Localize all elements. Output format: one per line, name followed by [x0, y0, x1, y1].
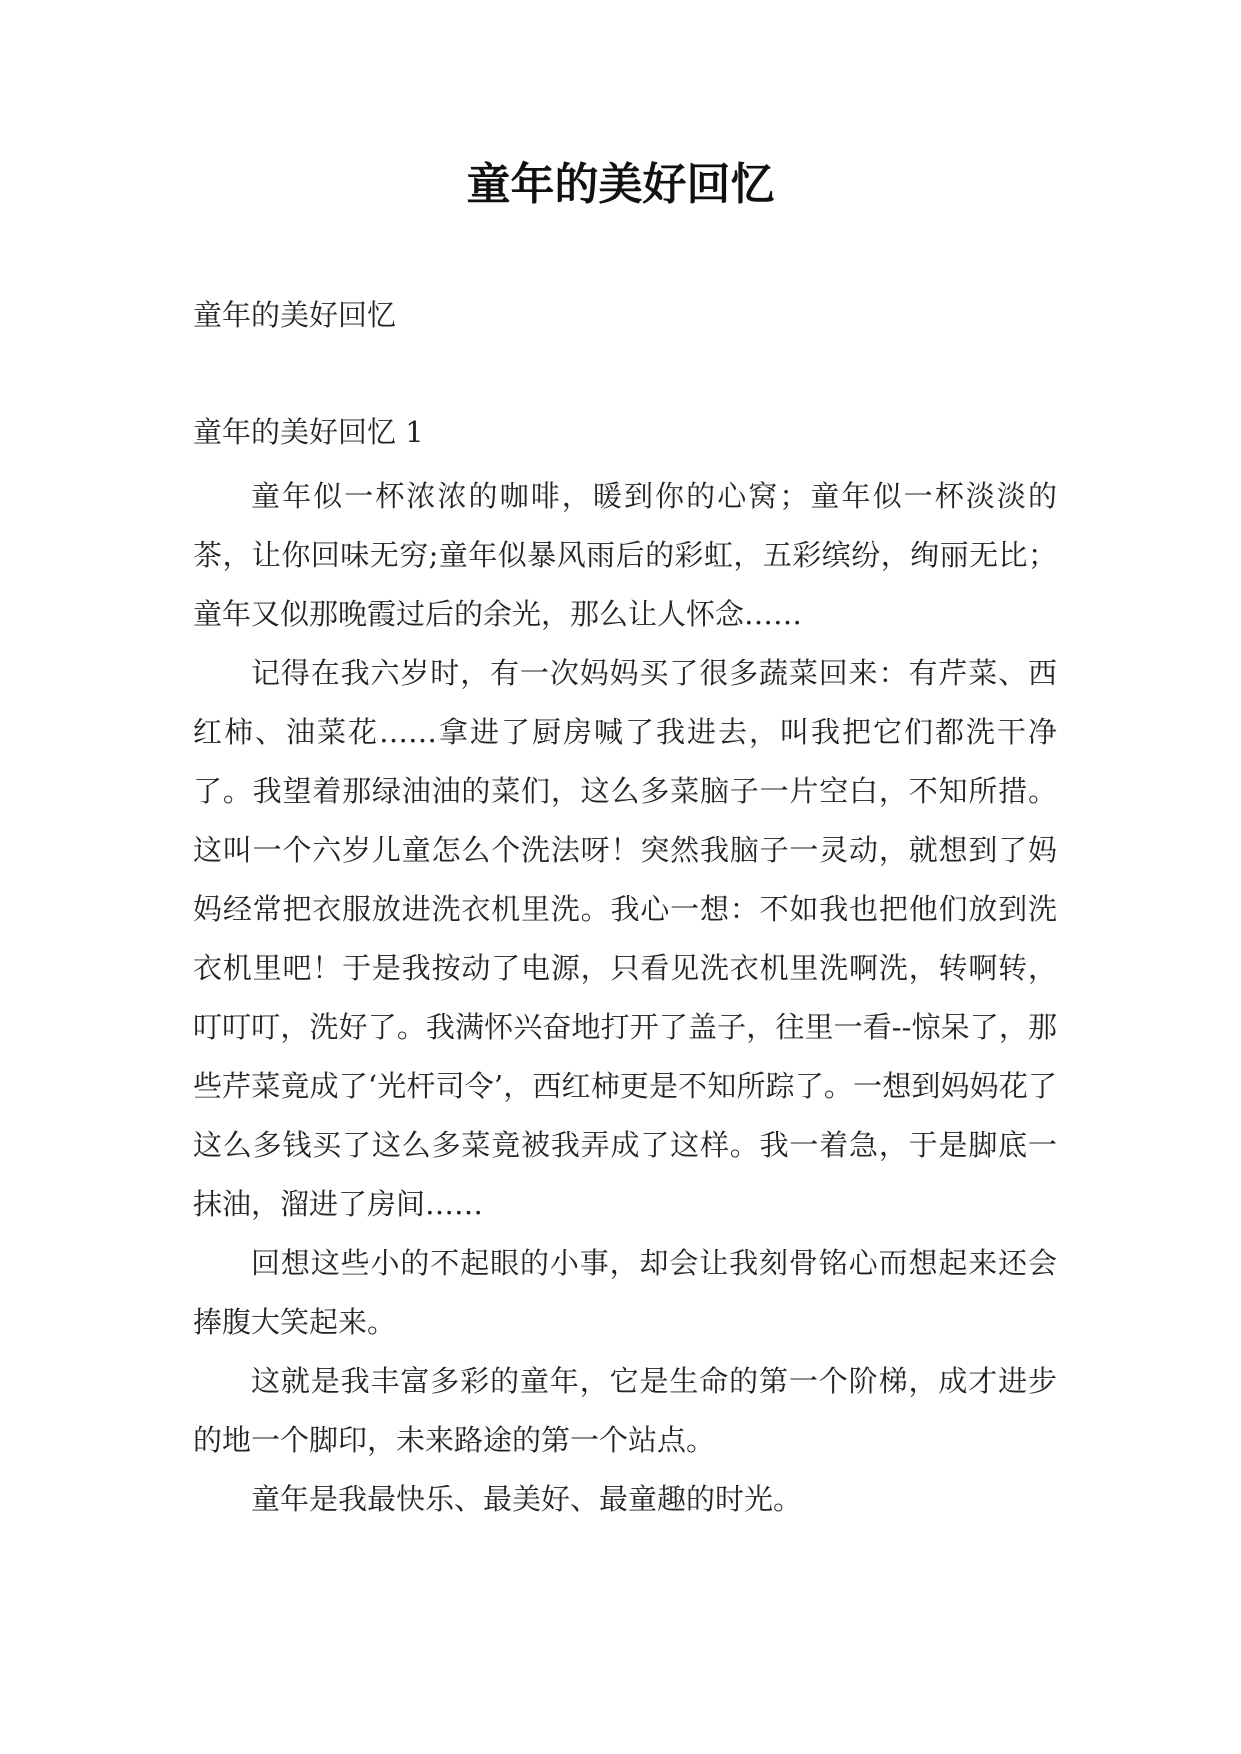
document-title: 童年的美好回忆 [466, 159, 775, 210]
paragraph: 童年似一杯浓浓的咖啡，暖到你的心窝；童年似一杯淡淡的茶，让你回味无穷;童年似暴风雨后的彩虹，五彩缤纷，绚丽无比；童年又似那晚霞过后的余光，那么让人怀念…… [193, 479, 1057, 631]
paragraph: 这就是我丰富多彩的童年，它是生命的第一个阶梯，成才进步的地一个脚印，未来路途的第一个站点。 [193, 1364, 1057, 1457]
paragraph: 记得在我六岁时，有一次妈妈买了很多蔬菜回来：有芹菜、西红柿、油菜花……拿进了厨房喊了我进去，叫我把它们都洗干净了。我望着那绿油油的菜们，这么多菜脑子一片空白，不知所措。这叫一个六岁儿童怎么个洗法呀！突然我脑子一灵动，就想到了妈妈经常把衣服放进洗衣机里洗。我心一想：不如我也把他们放到洗衣机里吧！于是我按动了电源，只看见洗衣机里洗啊洗，转啊转，叮叮叮，洗好了。我满怀兴奋地打开了盖子，往里一看--惊呆了，那些芹菜竟成了‘光杆司令’，西红柿更是不知所踪了。一想到妈妈花了这么多钱买了这么多菜竟被我弄成了这样。我一着急，于是脚底一抹油，溜进了房间…… [193, 656, 1057, 1221]
paragraph: 童年是我最快乐、最美好、最童趣的时光。 [251, 1482, 803, 1516]
article-body [193, 467, 1057, 1529]
paragraph: 回想这些小的不起眼的小事，却会让我刻骨铭心而想起来还会捧腹大笑起来。 [193, 1246, 1057, 1339]
document-subtitle: 童年的美好回忆 [193, 298, 397, 332]
section-heading: 童年的美好回忆 1 [193, 415, 424, 449]
